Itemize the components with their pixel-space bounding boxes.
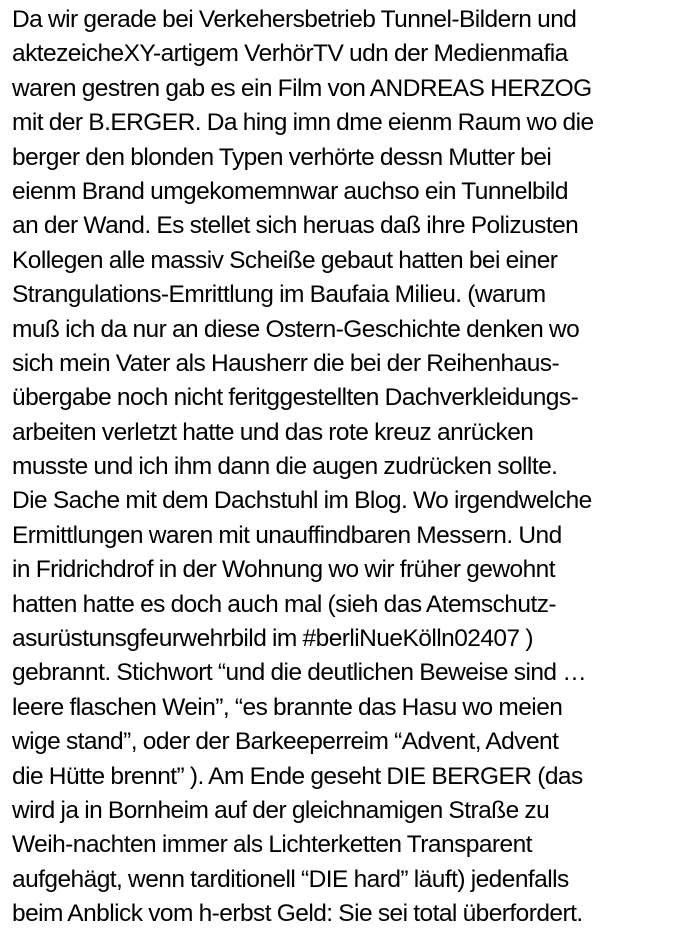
text-line: übergabe noch nicht feritggestellten Dachverkleidungs- — [12, 384, 579, 412]
text-line: gebrannt. Stichwort “und die deutlichen Beweise sind … — [12, 659, 587, 687]
text-line: berger den blonden Typen verhörte dessn Mutter bei — [12, 143, 552, 171]
text-line: die Hütte brennt” ). Am Ende geseht DIE BERGER (das — [12, 762, 583, 790]
text-line: mit der B.ERGER. Da hing imn dme eienm Raum wo die — [12, 109, 594, 137]
text-line: leere flaschen Wein”, “es brannte das Hasu wo meien — [12, 693, 563, 721]
text-line: Weih-nachten immer als Lichterketten Transparent — [12, 831, 532, 859]
text-line: Die Sache mit dem Dachstuhl im Blog. Wo irgendwelche — [12, 487, 592, 515]
text-line: sich mein Vater als Hausherr die bei der Reihenhaus- — [12, 349, 560, 377]
text-line: muß ich da nur an diese Ostern-Geschichte denken wo — [12, 315, 580, 343]
text-line: Ermittlungen waren mit unauffindbaren Messern. Und — [12, 521, 562, 549]
text-line: eienm Brand umgekomemnwar auchso ein Tunnelbild — [12, 177, 568, 205]
text-line: arbeiten verletzt hatte und das rote kreuz anrücken — [12, 418, 534, 446]
text-line: wird ja in Bornheim auf der gleichnamigen Straße zu — [12, 796, 550, 824]
text-line: Strangulations-Emrittlung im Baufaia Milieu. (warum — [12, 281, 546, 309]
text-line: an der Wand. Es stellet sich heruas daß ihre Polizusten — [12, 212, 579, 240]
text-line: waren gestren gab es ein Film von ANDREAS HERZOG — [12, 74, 592, 102]
text-line: Da wir gerade bei Verkehersbetrieb Tunnel-Bildern und — [12, 6, 577, 33]
text-line: Kollegen alle massiv Scheiße gebaut hatten bei einer — [12, 246, 558, 274]
text-line: in Fridrichdrof in der Wohnung wo wir früher gewohnt — [12, 556, 555, 584]
body-text — [12, 3, 680, 932]
text-line: hatten hatte es doch auch mal (sieh das Atemschutz- — [12, 590, 557, 618]
text-line: aktezeicheXY-artigem VerhörTV udn der Medienmafia — [12, 40, 568, 68]
text-line: asurüstunsgfeurwehrbild im #berliNueKölln02407 ) — [12, 625, 533, 653]
text-line: musste und ich ihm dann die augen zudrücken sollte. — [12, 453, 558, 481]
text-line: aufgehägt, wenn tarditionell “DIE hard” läuft) jedenfalls — [12, 865, 569, 893]
text-line: beim Anblick vom h-erbst Geld: Sie sei total überfordert. — [12, 900, 583, 928]
text-line: wige stand”, oder der Barkeeperreim “Advent, Advent — [12, 728, 559, 756]
